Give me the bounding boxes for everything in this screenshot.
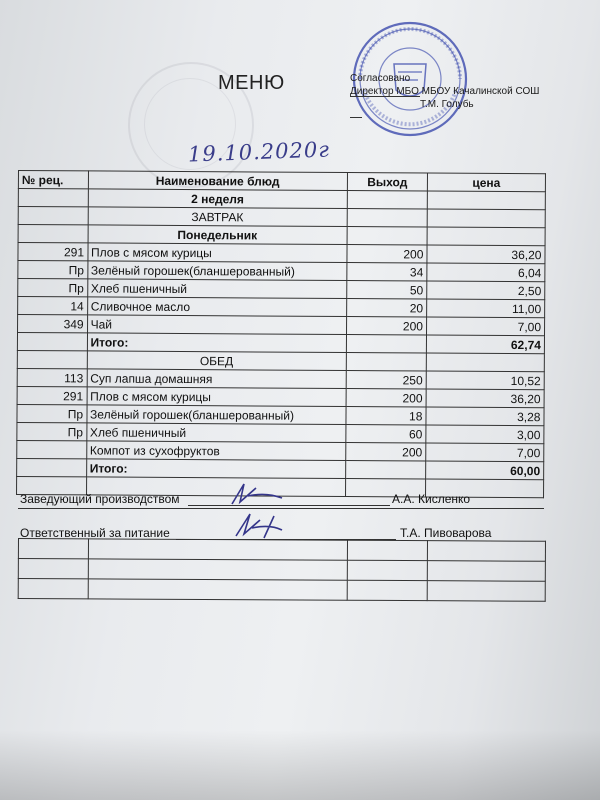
dish-name: Суп лапша домашняя bbox=[87, 369, 346, 389]
page-title: МЕНЮ bbox=[218, 72, 285, 94]
dish-output: 200 bbox=[346, 317, 426, 335]
week-label: 2 неделя bbox=[88, 189, 347, 209]
lunch-label: ОБЕД bbox=[87, 351, 346, 371]
recipe-number: Пр bbox=[18, 279, 88, 297]
recipe-number bbox=[17, 440, 87, 458]
dish-output: 20 bbox=[346, 299, 426, 317]
dish-price: 36,20 bbox=[427, 245, 545, 264]
col-header-dish: Наименование блюд bbox=[88, 171, 347, 191]
dish-name: Сливочное масло bbox=[87, 297, 346, 317]
dish-name: Чай bbox=[87, 315, 346, 335]
recipe-number: 291 bbox=[17, 386, 87, 404]
recipe-number: Пр bbox=[17, 404, 87, 422]
responsible-signature bbox=[228, 508, 288, 542]
dish-output: 18 bbox=[346, 407, 426, 425]
total-value: 60,00 bbox=[426, 461, 544, 480]
approval-position: Директор МБО МБОУ Качалинской СОШ bbox=[350, 86, 540, 97]
dish-name: Хлеб пшеничный bbox=[87, 279, 346, 299]
blank-row bbox=[18, 559, 545, 582]
dish-output: 200 bbox=[346, 389, 426, 407]
manager-signature bbox=[226, 478, 286, 512]
col-header-recipe: № рец. bbox=[18, 171, 88, 189]
handwritten-date: 19.10.2020г bbox=[187, 137, 331, 167]
recipe-number: Пр bbox=[18, 261, 88, 279]
dish-name: Плов с мясом курицы bbox=[88, 243, 347, 263]
dish-price: 11,00 bbox=[427, 299, 545, 318]
approval-name: Т.М. Голубь bbox=[420, 99, 474, 110]
manager-sign-line bbox=[188, 505, 390, 506]
dish-name: Плов с мясом курицы bbox=[87, 387, 346, 407]
blank-row bbox=[18, 539, 545, 562]
day-label: Понедельник bbox=[88, 225, 347, 245]
dish-price: 7,00 bbox=[426, 443, 544, 462]
total-label: Итого: bbox=[87, 333, 346, 353]
dish-price: 36,20 bbox=[426, 389, 544, 408]
total-value: 62,74 bbox=[426, 335, 544, 354]
dish-name: Хлеб пшеничный bbox=[86, 423, 345, 443]
recipe-number: 113 bbox=[17, 368, 87, 386]
responsible-label: Ответственный за питание bbox=[20, 526, 170, 540]
approval-underline bbox=[350, 96, 420, 97]
approval-underline-short bbox=[350, 117, 362, 118]
dish-name: Зелёный горошек(бланшерованный) bbox=[87, 261, 346, 281]
manager-label: Заведующий производством bbox=[20, 492, 180, 506]
dish-output: 60 bbox=[346, 425, 426, 443]
dish-price: 10,52 bbox=[426, 371, 544, 390]
responsible-name: Т.А. Пивоварова bbox=[400, 526, 492, 540]
recipe-number: 14 bbox=[18, 297, 88, 315]
breakfast-label: ЗАВТРАК bbox=[88, 207, 347, 227]
dish-price: 7,00 bbox=[426, 317, 544, 336]
menu-table bbox=[16, 170, 546, 498]
dish-price: 2,50 bbox=[427, 281, 545, 300]
dish-price: 6,04 bbox=[427, 263, 545, 282]
dish-output: 250 bbox=[346, 371, 426, 389]
dish-output: 34 bbox=[347, 263, 427, 281]
dish-output: 50 bbox=[347, 281, 427, 299]
approval-block bbox=[350, 72, 539, 111]
blank-grid bbox=[18, 538, 546, 602]
dish-price: 3,00 bbox=[426, 425, 544, 444]
photo-shadow bbox=[0, 730, 600, 800]
col-header-output: Выход bbox=[347, 173, 427, 191]
dish-price: 3,28 bbox=[426, 407, 544, 426]
manager-name: А.А. Кисленко bbox=[392, 492, 471, 506]
recipe-number: Пр bbox=[17, 422, 87, 440]
dish-name: Компот из сухофруктов bbox=[86, 441, 345, 461]
recipe-number: 291 bbox=[18, 243, 88, 261]
approval-label: Согласовано bbox=[350, 73, 411, 84]
blank-row bbox=[18, 579, 545, 602]
total-label: Итого: bbox=[86, 459, 345, 479]
dish-output: 200 bbox=[347, 245, 427, 263]
recipe-number: 349 bbox=[18, 315, 88, 333]
dish-output: 200 bbox=[346, 443, 426, 461]
dish-name: Зелёный горошек(бланшерованный) bbox=[87, 405, 346, 425]
col-header-price: цена bbox=[427, 173, 545, 192]
